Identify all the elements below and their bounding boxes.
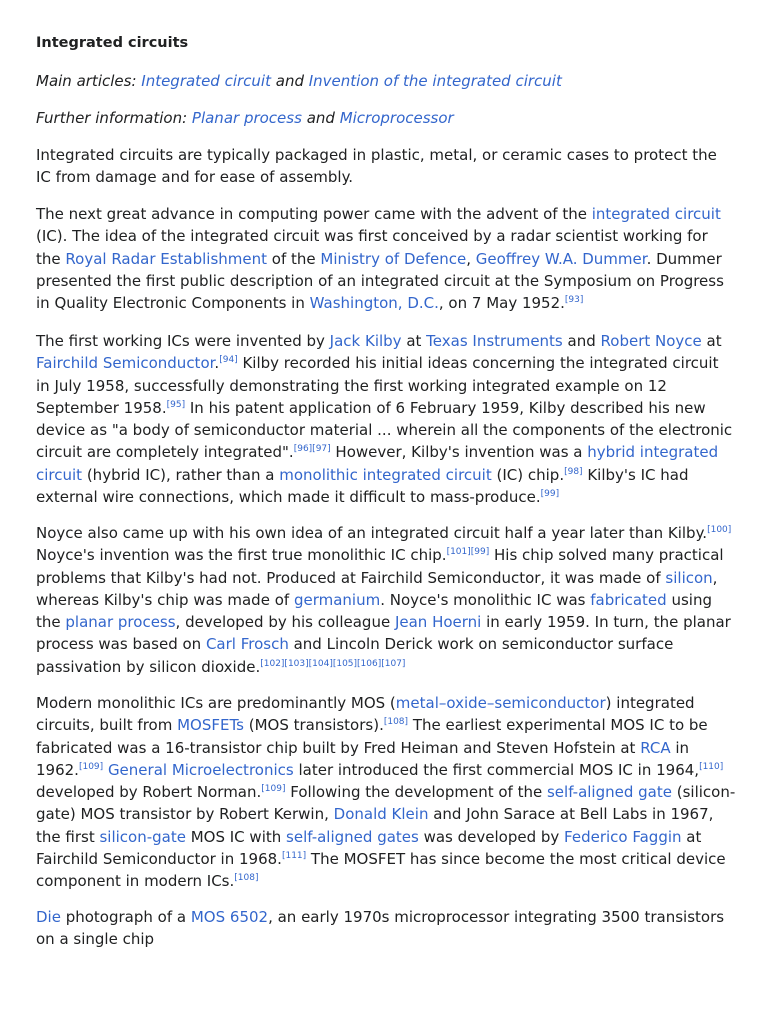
text: and Lincoln Derick work on semiconductor surface passivation by silicon dioxide. bbox=[36, 635, 674, 676]
citation-96-97[interactable]: [96][97] bbox=[293, 444, 331, 455]
citation-102-107[interactable]: [102][103][104][105][106][107] bbox=[260, 658, 406, 669]
citation-93[interactable]: [93] bbox=[564, 295, 584, 306]
text: developed by Robert Norman. bbox=[36, 783, 262, 802]
text: , an early 1970s microprocessor integrating 3500 transistors on a single chip bbox=[36, 908, 725, 949]
citation-101-99[interactable]: [101][99] bbox=[446, 547, 490, 558]
text: . Dummer presented the first public description of an integrated circuit at the Symposium on Progress in Quality Electronic Components in bbox=[36, 249, 724, 313]
link-rca[interactable]: RCA bbox=[640, 738, 671, 757]
text: The next great advance in computing power came with the advent of the bbox=[36, 205, 592, 223]
text: Modern monolithic ICs are predominantly MOS ( bbox=[36, 694, 396, 712]
hatnote-main-articles bbox=[36, 72, 562, 90]
link-die[interactable]: Die bbox=[36, 908, 61, 926]
link-integrated-circuit[interactable]: Integrated circuit bbox=[141, 72, 271, 90]
text: Kilby recorded his initial ideas concerning the integrated circuit in July 1958, successfully demonstrating the first working integrated example on 12 September 1958. bbox=[36, 354, 719, 417]
citation-109[interactable]: [109] bbox=[78, 761, 104, 772]
text: at bbox=[401, 332, 427, 350]
paragraph-packaging bbox=[36, 144, 736, 189]
citation-108[interactable]: [108] bbox=[234, 873, 259, 884]
link-texas-instruments[interactable]: Texas Instruments bbox=[426, 332, 563, 350]
citation-109[interactable]: [109] bbox=[261, 784, 286, 795]
link-germanium[interactable]: germanium bbox=[293, 590, 381, 609]
text: His chip solved many practical problems that Kilby's had not. Produced at Fairchild Semiconductor, it was made of bbox=[36, 546, 724, 587]
citation-98[interactable]: [98] bbox=[564, 466, 583, 477]
text: , developed by his colleague bbox=[175, 613, 395, 632]
paragraph-noyce bbox=[36, 522, 736, 678]
text: later introduced the first commercial MOS IC in 1964, bbox=[293, 760, 700, 779]
hatnote-prefix: Main articles: bbox=[36, 72, 142, 90]
text: MOS IC with bbox=[185, 827, 287, 846]
hatnote-and: and bbox=[270, 72, 309, 90]
text: Kilby's IC had external wire connections, which made it difficult to mass-produce. bbox=[36, 465, 689, 507]
text: Following the development of the bbox=[285, 783, 547, 802]
text: Noyce's invention was the first true monolithic IC chip. bbox=[36, 546, 447, 565]
text: using the bbox=[36, 590, 712, 632]
citation-111[interactable]: [111] bbox=[281, 851, 307, 862]
hatnote-and: and bbox=[301, 109, 340, 127]
link-robert-noyce[interactable]: Robert Noyce bbox=[600, 332, 702, 350]
text: ) integrated circuits, built from bbox=[36, 694, 695, 735]
text: , bbox=[466, 249, 476, 268]
text: Noyce also came up with his own idea of an integrated circuit half a year later than Kilby. bbox=[36, 524, 708, 542]
link-silicon-gate[interactable]: silicon-gate bbox=[99, 827, 186, 846]
link-microprocessor[interactable]: Microprocessor bbox=[339, 109, 454, 127]
text: and bbox=[562, 332, 601, 350]
text: In his patent application of 6 February 1959, Kilby described his new device as "a body of semiconductor material ... wherein all the components of the electronic circuit are completely integrated". bbox=[36, 398, 733, 462]
link-planar-process[interactable]: Planar process bbox=[191, 109, 302, 127]
link-monolithic-integrated-circuit[interactable]: monolithic integrated circuit bbox=[279, 465, 492, 484]
link-donald-klein[interactable]: Donald Klein bbox=[333, 805, 429, 824]
link-planar-process[interactable]: planar process bbox=[65, 613, 176, 632]
link-carl-frosch[interactable]: Carl Frosch bbox=[205, 635, 289, 654]
text: in 1962. bbox=[36, 738, 690, 779]
link-royal-radar-establishment[interactable]: Royal Radar Establishment bbox=[65, 249, 268, 268]
text: The earliest experimental MOS IC to be fabricated was a 16-transistor chip built by Fred Heiman and Steven Hofstein at bbox=[36, 716, 708, 757]
link-self-aligned-gates[interactable]: self-aligned gates bbox=[286, 827, 419, 846]
text: was developed by bbox=[418, 827, 565, 846]
citation-94[interactable]: [94] bbox=[219, 355, 238, 366]
section-heading: Integrated circuits bbox=[36, 35, 189, 51]
citation-95[interactable]: [95] bbox=[166, 399, 186, 410]
text: , whereas Kilby's chip was made of bbox=[36, 568, 718, 609]
text: . Noyce's monolithic IC was bbox=[380, 590, 591, 609]
link-metal-oxide-semiconductor[interactable]: metal–oxide–semiconductor bbox=[395, 694, 606, 712]
text: at bbox=[701, 332, 722, 350]
link-hybrid-integrated-circuit[interactable]: hybrid integrated circuit bbox=[36, 443, 719, 484]
text: (hybrid IC), rather than a bbox=[82, 465, 280, 484]
link-silicon[interactable]: silicon bbox=[665, 568, 713, 587]
link-integrated-circuit[interactable]: integrated circuit bbox=[591, 205, 721, 223]
text: (IC). The idea of the integrated circuit was first conceived by a radar scientist working for the bbox=[36, 227, 708, 268]
image-caption bbox=[36, 906, 736, 951]
text: . bbox=[214, 354, 220, 373]
link-general-microelectronics[interactable]: General Microelectronics bbox=[107, 760, 294, 779]
text: However, Kilby's invention was a bbox=[330, 443, 588, 462]
text: photograph of a bbox=[60, 908, 191, 926]
link-mos-6502[interactable]: MOS 6502 bbox=[190, 908, 269, 926]
link-ministry-of-defence[interactable]: Ministry of Defence bbox=[320, 249, 467, 268]
text: The MOSFET has since become the most critical device component in modern ICs. bbox=[36, 850, 726, 891]
hatnote-further-information bbox=[36, 109, 454, 127]
text: (IC) chip. bbox=[491, 465, 565, 484]
link-invention-of-ic[interactable]: Invention of the integrated circuit bbox=[308, 72, 562, 90]
link-jack-kilby[interactable]: Jack Kilby bbox=[329, 332, 402, 350]
link-fairchild-semiconductor[interactable]: Fairchild Semiconductor bbox=[36, 354, 215, 373]
paragraph-mos bbox=[36, 692, 736, 893]
text: (silicon-gate) MOS transistor by Robert Kerwin, bbox=[36, 783, 736, 824]
citation-99[interactable]: [99] bbox=[540, 489, 560, 500]
text: of the bbox=[267, 249, 321, 268]
link-federico-faggin[interactable]: Federico Faggin bbox=[564, 827, 682, 846]
link-fabricated[interactable]: fabricated bbox=[590, 590, 667, 609]
text: (MOS transistors). bbox=[243, 716, 384, 735]
citation-110[interactable]: [110] bbox=[699, 761, 724, 772]
paragraph-dummer bbox=[36, 203, 736, 314]
text: in early 1959. In turn, the planar process was based on bbox=[36, 613, 731, 654]
link-jean-hoerni[interactable]: Jean Hoerni bbox=[394, 613, 482, 632]
text: , on 7 May 1952. bbox=[438, 294, 565, 313]
hatnote-prefix: Further information: bbox=[36, 109, 192, 127]
link-mosfets[interactable]: MOSFETs bbox=[177, 716, 244, 735]
link-self-aligned-gate[interactable]: self-aligned gate bbox=[546, 783, 672, 802]
paragraph-kilby bbox=[36, 330, 736, 508]
paragraph-text: Integrated circuits are typically packaged in plastic, metal, or ceramic cases to protect the IC from damage and for ease of assembly. bbox=[36, 146, 717, 187]
text: and John Sarace at Bell Labs in 1967, the first bbox=[36, 805, 714, 846]
link-washington-dc[interactable]: Washington, D.C. bbox=[309, 294, 439, 313]
text: at Fairchild Semiconductor in 1968. bbox=[36, 827, 702, 869]
citation-108[interactable]: [108] bbox=[383, 717, 409, 728]
link-geoffrey-dummer[interactable]: Geoffrey W.A. Dummer bbox=[475, 249, 647, 268]
citation-100[interactable]: [100] bbox=[707, 525, 732, 535]
text: The first working ICs were invented by bbox=[36, 332, 330, 350]
